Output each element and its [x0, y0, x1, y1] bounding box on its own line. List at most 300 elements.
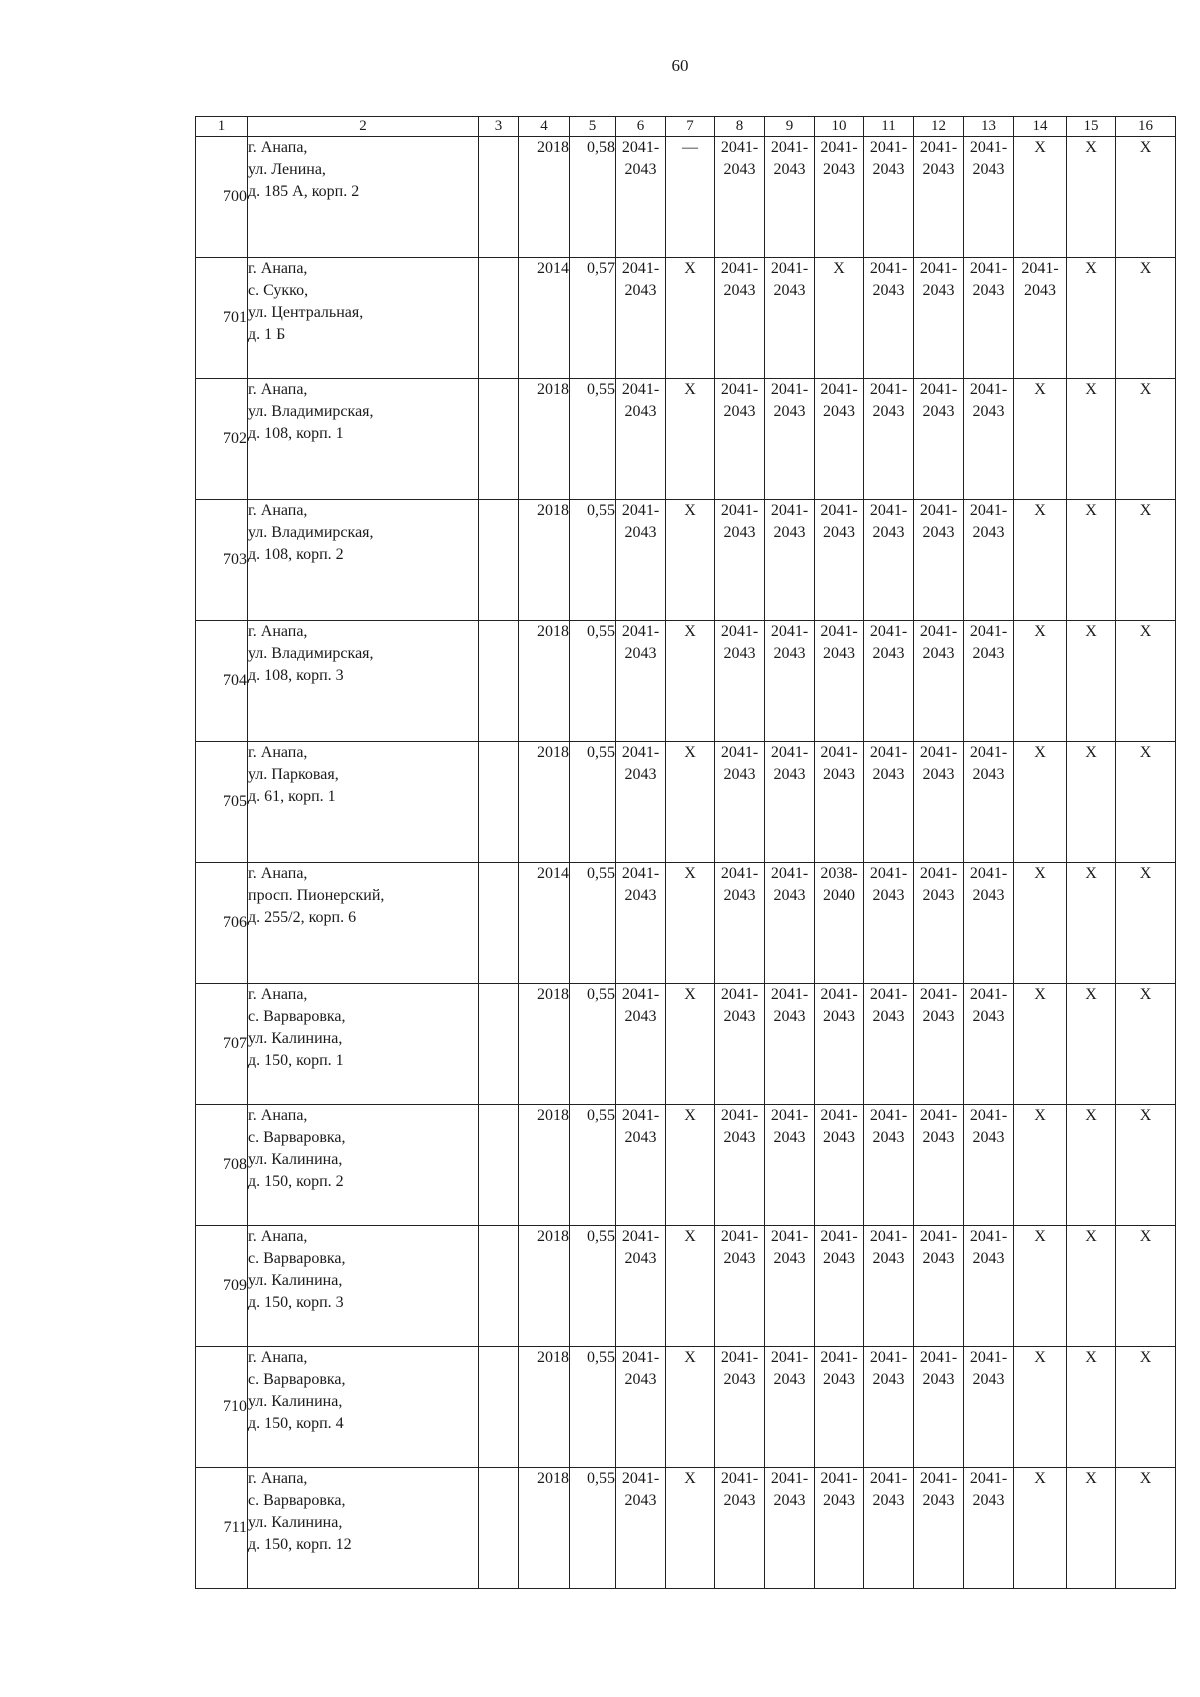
column-16-cell: [1116, 742, 1176, 863]
column-6-cell: [616, 500, 666, 621]
column-3-cell: [479, 742, 519, 863]
cell-line: 2041-: [1021, 260, 1059, 277]
column-3-cell: [479, 984, 519, 1105]
column-13-cell: [964, 500, 1014, 621]
table-row: [196, 742, 1176, 863]
wear-cell: 0,55: [570, 742, 616, 863]
table-row: [196, 984, 1176, 1105]
cell-line: 2041-: [720, 865, 759, 882]
column-9-cell: [765, 1347, 815, 1468]
column-8-cell: [715, 379, 765, 500]
table-row: [196, 863, 1176, 984]
column-13-cell: [964, 258, 1014, 379]
column-8-cell: [715, 1226, 765, 1347]
column-9-cell: [765, 1105, 815, 1226]
column-6-cell: [616, 742, 666, 863]
cell-line: X: [1085, 986, 1097, 1003]
cell-line: 2043: [823, 403, 855, 420]
column-16-cell: [1116, 863, 1176, 984]
row-number-cell: 700: [196, 137, 248, 258]
year-cell: 2018: [519, 621, 570, 742]
year-cell: 2018: [519, 984, 570, 1105]
column-15-cell: [1067, 1226, 1116, 1347]
cell-line: 2043: [872, 282, 905, 299]
cell-line: X: [1085, 1470, 1097, 1487]
cell-line: 2043: [922, 161, 955, 178]
cell-line: X: [1139, 744, 1152, 761]
cell-line: 2041-: [869, 1107, 908, 1124]
column-16-cell: [1116, 1468, 1176, 1589]
cell-line: 2041-: [919, 986, 958, 1003]
column-3-cell: [479, 258, 519, 379]
column-6-cell: [616, 984, 666, 1105]
cell-line: 2041-: [720, 381, 759, 398]
address-cell: [248, 863, 479, 984]
cell-line: 2041-: [869, 744, 908, 761]
column-15-cell: [1067, 379, 1116, 500]
cell-line: 2043: [972, 161, 1005, 178]
cell-line: 2041-: [820, 623, 858, 640]
address-line: д. 108, корп. 2: [248, 546, 344, 563]
column-12-cell: [914, 379, 964, 500]
wear-cell: 0,55: [570, 1347, 616, 1468]
address-line: с. Варваровка,: [248, 1492, 346, 1509]
cell-line: 2041-: [969, 623, 1008, 640]
address-cell: [248, 500, 479, 621]
row-number-cell: 706: [196, 863, 248, 984]
column-8-cell: [715, 742, 765, 863]
cell-line: 2043: [773, 161, 806, 178]
cell-line: 2043: [972, 403, 1005, 420]
cell-line: 2041-: [770, 502, 809, 519]
cell-line: 2041-: [770, 1349, 809, 1366]
wear-cell: 0,57: [570, 258, 616, 379]
cell-line: X: [684, 260, 696, 277]
column-8-cell: [715, 500, 765, 621]
table-row: [196, 379, 1176, 500]
column-8-cell: [715, 984, 765, 1105]
wear-cell: 0,55: [570, 621, 616, 742]
address-cell: [248, 1105, 479, 1226]
table-row: [196, 1347, 1176, 1468]
address-cell: [248, 258, 479, 379]
cell-line: 2041-: [820, 1349, 858, 1366]
cell-line: X: [1034, 1470, 1046, 1487]
column-14-cell: [1014, 500, 1067, 621]
year-cell: 2018: [519, 1347, 570, 1468]
cell-line: X: [1085, 623, 1097, 640]
column-15-cell: [1067, 742, 1116, 863]
cell-line: 2041-: [770, 1470, 809, 1487]
cell-line: 2041-: [621, 1349, 660, 1366]
cell-line: 2043: [823, 645, 855, 662]
cell-line: 2043: [823, 1250, 855, 1267]
cell-line: 2041-: [770, 1228, 809, 1245]
cell-line: 2043: [972, 766, 1005, 783]
column-13-cell: [964, 742, 1014, 863]
cell-line: 2043: [922, 645, 955, 662]
cell-line: X: [833, 260, 845, 277]
address-line: г. Анапа,: [248, 139, 308, 156]
cell-line: X: [684, 1470, 696, 1487]
cell-line: X: [1139, 1228, 1152, 1245]
address-line: г. Анапа,: [248, 260, 308, 277]
column-15-cell: [1067, 258, 1116, 379]
cell-line: 2041-: [621, 1107, 660, 1124]
cell-line: 2041-: [820, 744, 858, 761]
address-line: г. Анапа,: [248, 1107, 308, 1124]
column-9-cell: [765, 984, 815, 1105]
cell-line: 2043: [723, 403, 756, 420]
cell-line: 2043: [922, 282, 955, 299]
cell-line: X: [684, 865, 696, 882]
cell-line: X: [1139, 1107, 1152, 1124]
column-8-cell: [715, 1105, 765, 1226]
cell-line: X: [1085, 865, 1097, 882]
column-6-cell: [616, 1226, 666, 1347]
address-cell: [248, 1347, 479, 1468]
column-15-cell: [1067, 621, 1116, 742]
cell-line: 2043: [723, 1492, 756, 1509]
cell-line: 2043: [972, 887, 1005, 904]
cell-line: X: [1139, 502, 1152, 519]
cell-line: 2041-: [720, 139, 759, 156]
table-body: [196, 137, 1176, 1589]
address-line: ул. Владимирская,: [248, 524, 374, 541]
cell-line: 2041-: [869, 865, 908, 882]
column-header-13: 13: [964, 117, 1014, 137]
column-7-cell: [666, 1347, 715, 1468]
cell-line: 2043: [872, 887, 905, 904]
address-line: г. Анапа,: [248, 865, 308, 882]
row-number-cell: 703: [196, 500, 248, 621]
address-line: г. Анапа,: [248, 1349, 308, 1366]
column-header-14: 14: [1014, 117, 1067, 137]
cell-line: 2041-: [969, 744, 1008, 761]
column-7-cell: [666, 621, 715, 742]
cell-line: 2041-: [621, 623, 660, 640]
cell-line: 2043: [624, 161, 657, 178]
cell-line: X: [1034, 1228, 1046, 1245]
column-11-cell: [864, 621, 914, 742]
year-cell: 2018: [519, 1105, 570, 1226]
column-10-cell: [815, 621, 864, 742]
cell-line: 2043: [624, 1371, 657, 1388]
cell-line: 2043: [872, 766, 905, 783]
cell-line: 2041-: [720, 1107, 759, 1124]
cell-line: 2041-: [621, 1470, 660, 1487]
column-11-cell: [864, 1347, 914, 1468]
row-number-cell: 709: [196, 1226, 248, 1347]
cell-line: 2043: [972, 1492, 1005, 1509]
cell-line: 2041-: [919, 623, 958, 640]
column-12-cell: [914, 1226, 964, 1347]
cell-line: 2043: [922, 1492, 955, 1509]
cell-line: X: [1034, 744, 1046, 761]
cell-line: 2043: [872, 524, 905, 541]
cell-line: 2043: [922, 1250, 955, 1267]
year-cell: 2018: [519, 137, 570, 258]
column-13-cell: [964, 1226, 1014, 1347]
column-header-5: 5: [570, 117, 616, 137]
column-10-cell: [815, 742, 864, 863]
cell-line: 2043: [773, 1250, 806, 1267]
cell-line: 2043: [972, 1250, 1005, 1267]
cell-line: 2041-: [919, 139, 958, 156]
wear-cell: 0,55: [570, 1105, 616, 1226]
wear-cell: 0,55: [570, 379, 616, 500]
column-14-cell: [1014, 137, 1067, 258]
column-3-cell: [479, 500, 519, 621]
wear-cell: 0,55: [570, 984, 616, 1105]
column-3-cell: [479, 863, 519, 984]
cell-line: 2041-: [919, 381, 958, 398]
cell-line: 2043: [872, 1492, 905, 1509]
address-line: ул. Ленина,: [248, 161, 326, 178]
cell-line: X: [1085, 744, 1097, 761]
cell-line: 2040: [823, 887, 855, 904]
column-header-12: 12: [914, 117, 964, 137]
column-header-7: 7: [666, 117, 715, 137]
cell-line: X: [1034, 623, 1046, 640]
cell-line: 2041-: [869, 260, 908, 277]
cell-line: X: [1034, 1349, 1046, 1366]
cell-line: 2041-: [770, 1107, 809, 1124]
column-15-cell: [1067, 137, 1116, 258]
cell-line: X: [1034, 381, 1046, 398]
column-16-cell: [1116, 1347, 1176, 1468]
cell-line: 2041-: [770, 381, 809, 398]
cell-line: 2043: [872, 161, 905, 178]
column-14-cell: [1014, 621, 1067, 742]
cell-line: 2041-: [770, 260, 809, 277]
cell-line: 2043: [823, 766, 855, 783]
cell-line: X: [684, 502, 696, 519]
column-header-3: 3: [479, 117, 519, 137]
cell-line: 2043: [823, 1492, 855, 1509]
column-11-cell: [864, 258, 914, 379]
address-cell: [248, 1226, 479, 1347]
column-10-cell: [815, 1226, 864, 1347]
column-16-cell: [1116, 379, 1176, 500]
cell-line: 2043: [872, 1129, 905, 1146]
address-line: д. 185 А, корп. 2: [248, 183, 360, 200]
column-12-cell: [914, 621, 964, 742]
column-3-cell: [479, 1226, 519, 1347]
cell-line: X: [1085, 1349, 1097, 1366]
cell-line: 2041-: [820, 139, 858, 156]
cell-line: 2043: [922, 766, 955, 783]
cell-line: 2041-: [770, 139, 809, 156]
column-header-2: 2: [248, 117, 479, 137]
column-header-1: 1: [196, 117, 248, 137]
cell-line: 2041-: [621, 986, 660, 1003]
address-line: ул. Парковая,: [248, 766, 339, 783]
column-10-cell: [815, 258, 864, 379]
address-line: д. 150, корп. 4: [248, 1415, 344, 1432]
address-line: с. Варваровка,: [248, 1250, 346, 1267]
column-8-cell: [715, 863, 765, 984]
address-line: д. 1 Б: [248, 326, 286, 343]
cell-line: 2043: [972, 1371, 1005, 1388]
cell-line: 2041-: [621, 502, 660, 519]
column-number-header-row: [196, 117, 1176, 137]
column-11-cell: [864, 500, 914, 621]
address-line: с. Варваровка,: [248, 1129, 346, 1146]
column-3-cell: [479, 621, 519, 742]
column-12-cell: [914, 1105, 964, 1226]
column-14-cell: [1014, 742, 1067, 863]
address-line: д. 255/2, корп. 6: [248, 909, 357, 926]
column-14-cell: [1014, 379, 1067, 500]
column-3-cell: [479, 137, 519, 258]
column-header-16: 16: [1116, 117, 1176, 137]
cell-line: 2041-: [621, 381, 660, 398]
cell-line: 2043: [773, 403, 806, 420]
column-13-cell: [964, 1105, 1014, 1226]
cell-line: 2043: [773, 282, 806, 299]
cell-line: 2043: [823, 1008, 855, 1025]
address-cell: [248, 742, 479, 863]
column-6-cell: [616, 863, 666, 984]
column-16-cell: [1116, 137, 1176, 258]
column-3-cell: [479, 1468, 519, 1589]
cell-line: X: [1139, 381, 1152, 398]
column-10-cell: [815, 863, 864, 984]
table-row: [196, 621, 1176, 742]
cell-line: 2041-: [919, 260, 958, 277]
cell-line: X: [1085, 381, 1097, 398]
cell-line: 2043: [624, 403, 657, 420]
cell-line: 2043: [922, 403, 955, 420]
column-13-cell: [964, 1347, 1014, 1468]
column-10-cell: [815, 1105, 864, 1226]
column-11-cell: [864, 379, 914, 500]
cell-line: X: [1085, 260, 1097, 277]
address-cell: [248, 137, 479, 258]
column-14-cell: [1014, 1105, 1067, 1226]
cell-line: 2043: [723, 887, 756, 904]
cell-line: 2043: [922, 524, 955, 541]
column-header-8: 8: [715, 117, 765, 137]
cell-line: 2041-: [820, 986, 858, 1003]
cell-line: X: [1034, 139, 1046, 156]
column-11-cell: [864, 984, 914, 1105]
address-cell: [248, 984, 479, 1105]
cell-line: 2041-: [770, 986, 809, 1003]
row-number-cell: 711: [196, 1468, 248, 1589]
cell-line: 2041-: [869, 986, 908, 1003]
column-6-cell: [616, 379, 666, 500]
cell-line: 2041-: [820, 1228, 858, 1245]
cell-line: 2041-: [919, 1349, 958, 1366]
column-15-cell: [1067, 1468, 1116, 1589]
address-line: ул. Калинина,: [248, 1514, 343, 1531]
cell-line: 2041-: [720, 1228, 759, 1245]
column-14-cell: [1014, 258, 1067, 379]
cell-line: 2041-: [621, 260, 660, 277]
address-line: д. 150, корп. 1: [248, 1052, 344, 1069]
column-7-cell: [666, 258, 715, 379]
address-line: г. Анапа,: [248, 1228, 308, 1245]
column-13-cell: [964, 137, 1014, 258]
cell-line: 2043: [723, 161, 756, 178]
column-16-cell: [1116, 621, 1176, 742]
address-cell: [248, 379, 479, 500]
cell-line: 2041-: [869, 623, 908, 640]
column-16-cell: [1116, 1226, 1176, 1347]
cell-line: 2043: [773, 1129, 806, 1146]
column-11-cell: [864, 137, 914, 258]
cell-line: 2041-: [969, 1470, 1008, 1487]
cell-line: 2041-: [919, 1470, 958, 1487]
cell-line: 2041-: [621, 139, 660, 156]
cell-line: X: [1085, 1107, 1097, 1124]
column-header-4: 4: [519, 117, 570, 137]
year-cell: 2018: [519, 1468, 570, 1589]
cell-line: 2043: [723, 524, 756, 541]
column-8-cell: [715, 137, 765, 258]
cell-line: 2041-: [869, 502, 908, 519]
cell-line: 2041-: [969, 1228, 1008, 1245]
cell-line: 2041-: [969, 139, 1008, 156]
cell-line: 2041-: [869, 1228, 908, 1245]
address-line: ул. Калинина,: [248, 1151, 343, 1168]
column-header-9: 9: [765, 117, 815, 137]
cell-line: 2043: [723, 766, 756, 783]
table-row: [196, 137, 1176, 258]
column-13-cell: [964, 863, 1014, 984]
cell-line: X: [1085, 1228, 1097, 1245]
column-7-cell: [666, 984, 715, 1105]
address-cell: [248, 1468, 479, 1589]
column-10-cell: [815, 1468, 864, 1589]
address-line: ул. Владимирская,: [248, 403, 374, 420]
cell-line: 2043: [972, 1008, 1005, 1025]
cell-line: —: [682, 139, 698, 156]
cell-line: 2043: [723, 1371, 756, 1388]
cell-line: X: [684, 1228, 696, 1245]
column-9-cell: [765, 863, 815, 984]
row-number-cell: 702: [196, 379, 248, 500]
cell-line: 2043: [773, 1492, 806, 1509]
cell-line: 2041-: [720, 1349, 759, 1366]
address-line: д. 150, корп. 12: [248, 1536, 352, 1553]
column-6-cell: [616, 1105, 666, 1226]
column-13-cell: [964, 379, 1014, 500]
cell-line: 2041-: [969, 260, 1008, 277]
address-cell: [248, 621, 479, 742]
column-12-cell: [914, 1347, 964, 1468]
cell-line: 2043: [922, 1129, 955, 1146]
column-8-cell: [715, 258, 765, 379]
column-9-cell: [765, 621, 815, 742]
cell-line: 2043: [624, 1492, 657, 1509]
address-line: ул. Калинина,: [248, 1393, 343, 1410]
address-line: г. Анапа,: [248, 986, 308, 1003]
year-cell: 2018: [519, 742, 570, 863]
column-6-cell: [616, 258, 666, 379]
column-10-cell: [815, 984, 864, 1105]
column-7-cell: [666, 1468, 715, 1589]
column-3-cell: [479, 1105, 519, 1226]
column-3-cell: [479, 1347, 519, 1468]
column-7-cell: [666, 379, 715, 500]
cell-line: 2041-: [720, 260, 759, 277]
column-9-cell: [765, 742, 815, 863]
address-line: просп. Пионерский,: [248, 887, 385, 904]
table-row: [196, 258, 1176, 379]
